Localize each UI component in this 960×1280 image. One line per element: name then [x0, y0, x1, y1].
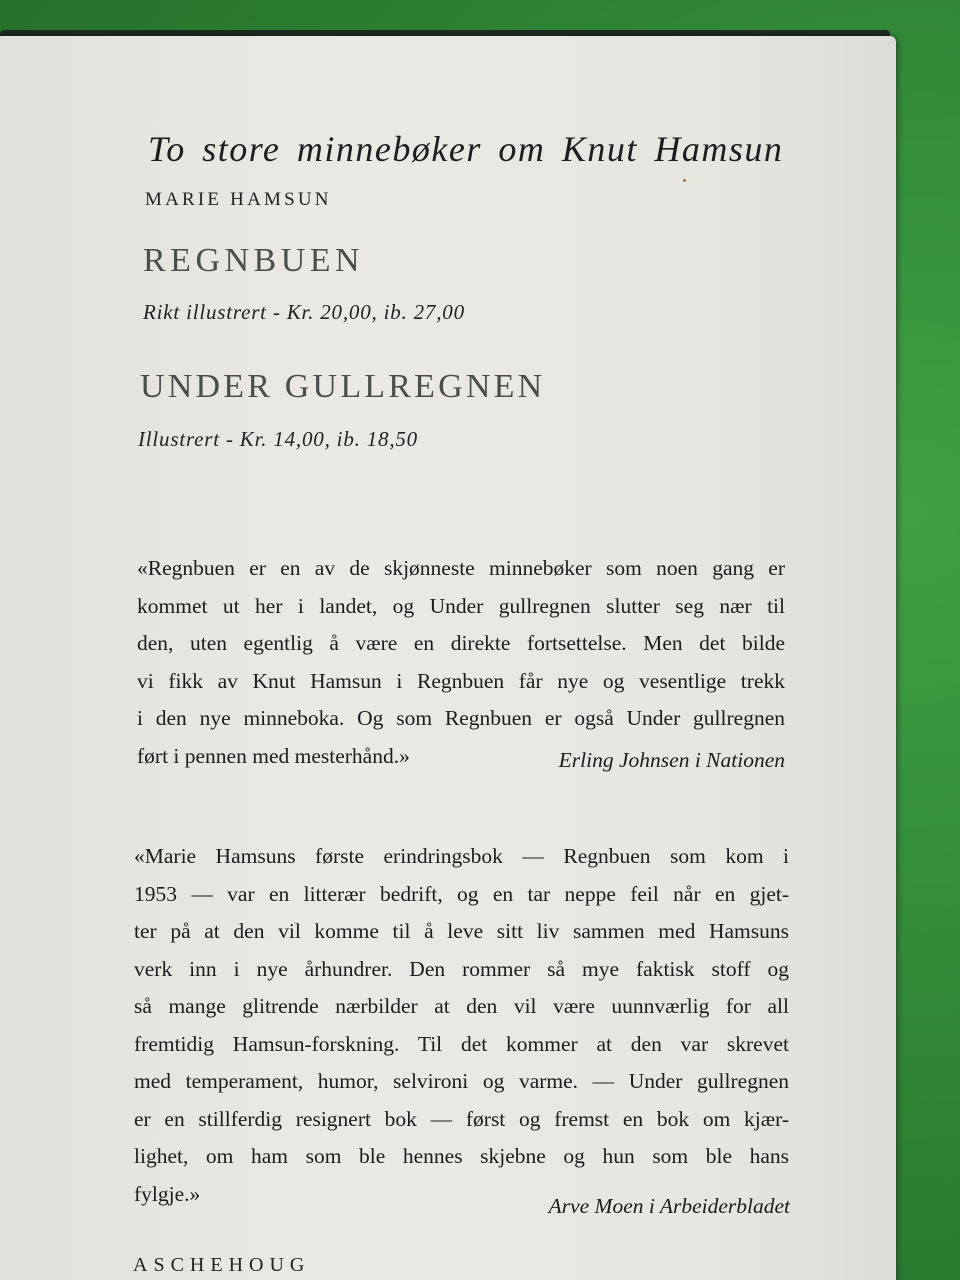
review-source-arbeiderbladet: Arve Moen i Arbeiderbladet [548, 1194, 790, 1218]
author-name: MARIE HAMSUN [145, 189, 332, 210]
quote-line: lighet, om ham som ble hennes skjebne og hun som ble hans [134, 1144, 789, 1168]
book-jacket-back [0, 36, 896, 1280]
book-title-regnbuen: REGNBUEN [143, 242, 365, 279]
quote-line: den, uten egentlig å være en direkte fortsettelse. Men det bilde [137, 631, 785, 655]
quote-line: verk inn i nye århundrer. Den rommer så mye faktisk stoff og [134, 956, 789, 981]
book-title-under-gullregnen: UNDER GULLREGNEN [140, 368, 546, 405]
quote-line: 1953 — var en litterær bedrift, og en tar neppe feil når en gjet- [134, 881, 789, 906]
book-detail-under-gullregnen: Illustrert - Kr. 14,00, ib. 18,50 [138, 427, 418, 451]
quote-line: i den nye minneboka. Og som Regnbuen er også Under gullregnen [137, 706, 785, 730]
quote-line: fylgje.» [134, 1181, 201, 1206]
review-quote-arbeiderbladet [134, 838, 789, 1213]
publisher-name: ASCHEHOUG [133, 1254, 311, 1276]
paper-speck [683, 179, 686, 182]
quote-line: kommet ut her i landet, og Under gullregnen slutter seg nær til [137, 593, 785, 618]
headline: To store minnebøker om Knut Hamsun [148, 129, 784, 169]
quote-line: vi fikk av Knut Hamsun i Regnbuen får nye og vesentlige trekk [137, 668, 785, 693]
quote-line: ter på at den vil komme til å leve sitt liv sammen med Hamsuns [134, 919, 789, 943]
quote-line: «Regnbuen er en av de skjønneste minnebøker som noen gang er [137, 556, 785, 580]
review-source-nationen: Erling Johnsen i Nationen [558, 748, 785, 772]
quote-line: er en stillferdig resignert bok — først og fremst en bok om kjær- [134, 1106, 789, 1131]
book-detail-regnbuen: Rikt illustrert - Kr. 20,00, ib. 27,00 [143, 300, 465, 324]
review-quote-nationen [137, 550, 785, 775]
quote-line: så mange glitrende nærbilder at den vil være uunnværlig for all [134, 994, 789, 1018]
quote-line: «Marie Hamsuns første erindringsbok — Regnbuen som kom i [134, 844, 789, 868]
quote-line: fremtidig Hamsun-forskning. Til det kommer at den var skrevet [134, 1031, 789, 1056]
quote-line: ført i pennen med mesterhånd.» [137, 743, 410, 768]
quote-line: med temperament, humor, selvironi og varme. — Under gullregnen [134, 1069, 789, 1093]
